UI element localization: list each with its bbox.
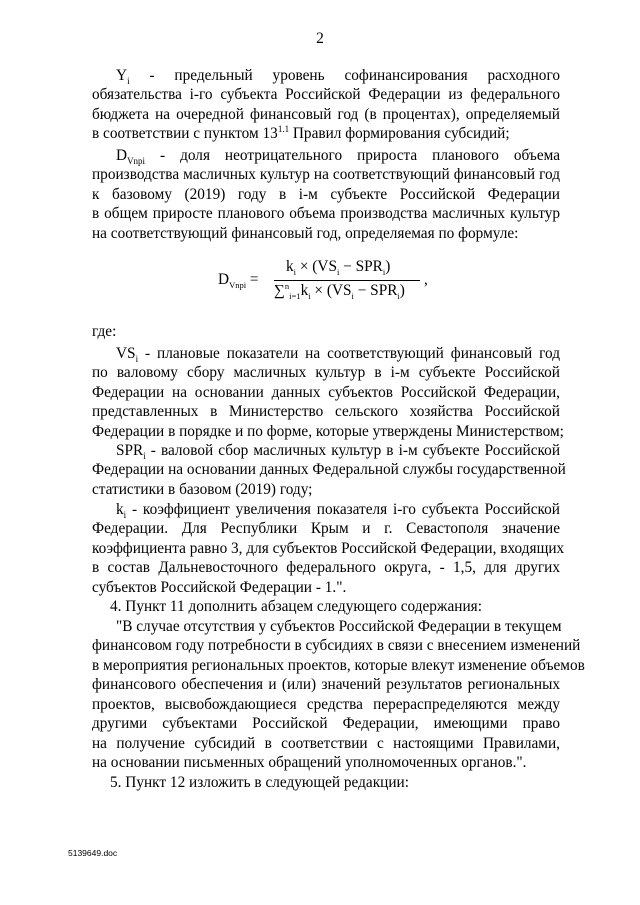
text-line: "В случае отсутствия у субъектов Российской Федерации в текущем	[116, 618, 562, 635]
text-line: обязательства i-го субъекта Российской Федерации из федерального	[92, 86, 560, 104]
text-line: бюджета на очередной финансовый год (в процентах), определяемый	[92, 105, 560, 123]
where-label: где:	[92, 323, 117, 340]
quoted-paragraph	[92, 617, 585, 773]
paragraph-dvnpi-definition	[92, 146, 560, 243]
paragraph-spri-definition	[92, 441, 566, 499]
formula-numerator: $k_i \times (VS_i - SPR_i)$	[286, 258, 391, 278]
paragraph-ki-definition	[92, 500, 565, 597]
item-5-heading: 5. Пункт 12 изложить в следующей редакции:	[110, 774, 409, 791]
text-line: Федерации. Для Республики Крым и г. Севастополя значение	[92, 520, 560, 538]
text-line: в соответствии с пунктом $13^{1.1}$ Правил формирования субсидий;	[92, 124, 510, 143]
paragraph-vsi-definition	[92, 344, 564, 441]
text-line: по валовому сбору масличных культур в i-м субъекте Российской	[92, 364, 560, 382]
text-line: в общем приросте планового объема производства масличных культур	[92, 205, 560, 223]
text-line: производства масличных культур на соответствующий финансовый год	[92, 166, 560, 184]
formula-denominator: $\sum^n_{i=1}k_i \times (VS_i - SPR_i)$	[274, 280, 405, 302]
text-line: представленных в Министерство сельского хозяйства Российской	[92, 403, 560, 421]
text-line: на соответствующий финансовый год, определяемая по формуле:	[92, 224, 519, 242]
paragraph-yi-definition	[92, 66, 560, 144]
text-line: $D_{Vnpi}$ - доля неотрицательного прироста планового объема	[116, 147, 560, 167]
text-line: $Y_i$ - предельный уровень софинансирования расходного	[116, 67, 560, 87]
text-line: $SPR_i$ - валовой сбор масличных культур в i-м субъекте Российской	[116, 442, 560, 462]
text-line: проектов, высвобождающиеся средства перераспределяются между	[92, 695, 560, 713]
formula-lhs: $D_{Vnpi}$ =	[218, 271, 259, 291]
text-line: Федерации на основании данных субъектов Российской Федерации,	[92, 383, 560, 401]
text-line: статистики в базовом (2019) году;	[92, 480, 313, 498]
formula-comma: ,	[424, 271, 428, 288]
text-line: коэффициента равно 3, для субъектов Российской Федерации, входящих	[92, 539, 565, 557]
text-line: финансовом году потребности в субсидиях в связи с внесением изменений	[92, 637, 581, 655]
text-line: в мероприятия региональных проектов, которые влекут изменение объемов	[92, 656, 585, 674]
text-line: $VS_i$ - плановые показатели на соответствующий финансовый год	[116, 345, 560, 365]
text-line: в состав Дальневосточного федерального округа, - 1,5, для других	[92, 559, 560, 577]
text-line: финансового обеспечения и (или) значений результатов региональных	[92, 676, 560, 694]
text-line: Федерации в порядке и по форме, которые утверждены Министерством;	[92, 422, 564, 440]
text-line: Федерации на основании данных Федеральной службы государственной	[92, 461, 566, 479]
formula-dvnpi	[218, 258, 458, 306]
item-4-heading: 4. Пункт 11 дополнить абзацем следующего содержания:	[110, 598, 482, 615]
document-filename: 5139649.doc	[68, 848, 118, 858]
text-line: на основании письменных обращений уполномоченных органов.".	[92, 754, 527, 772]
text-line: другими субъектами Российской Федерации, имеющими право	[92, 715, 560, 733]
fraction-bar	[274, 280, 420, 281]
text-line: субъектов Российской Федерации - 1.".	[92, 578, 347, 596]
text-line: к базовому (2019) году в i-м субъекте Российской Федерации	[92, 185, 560, 203]
text-line: $k_i$ - коэффициент увеличения показателя i-го субъекта Российской	[116, 501, 560, 521]
text-line: на получение субсидий в соответствии с настоящими Правилами,	[92, 734, 560, 752]
page-number: 2	[316, 30, 324, 47]
